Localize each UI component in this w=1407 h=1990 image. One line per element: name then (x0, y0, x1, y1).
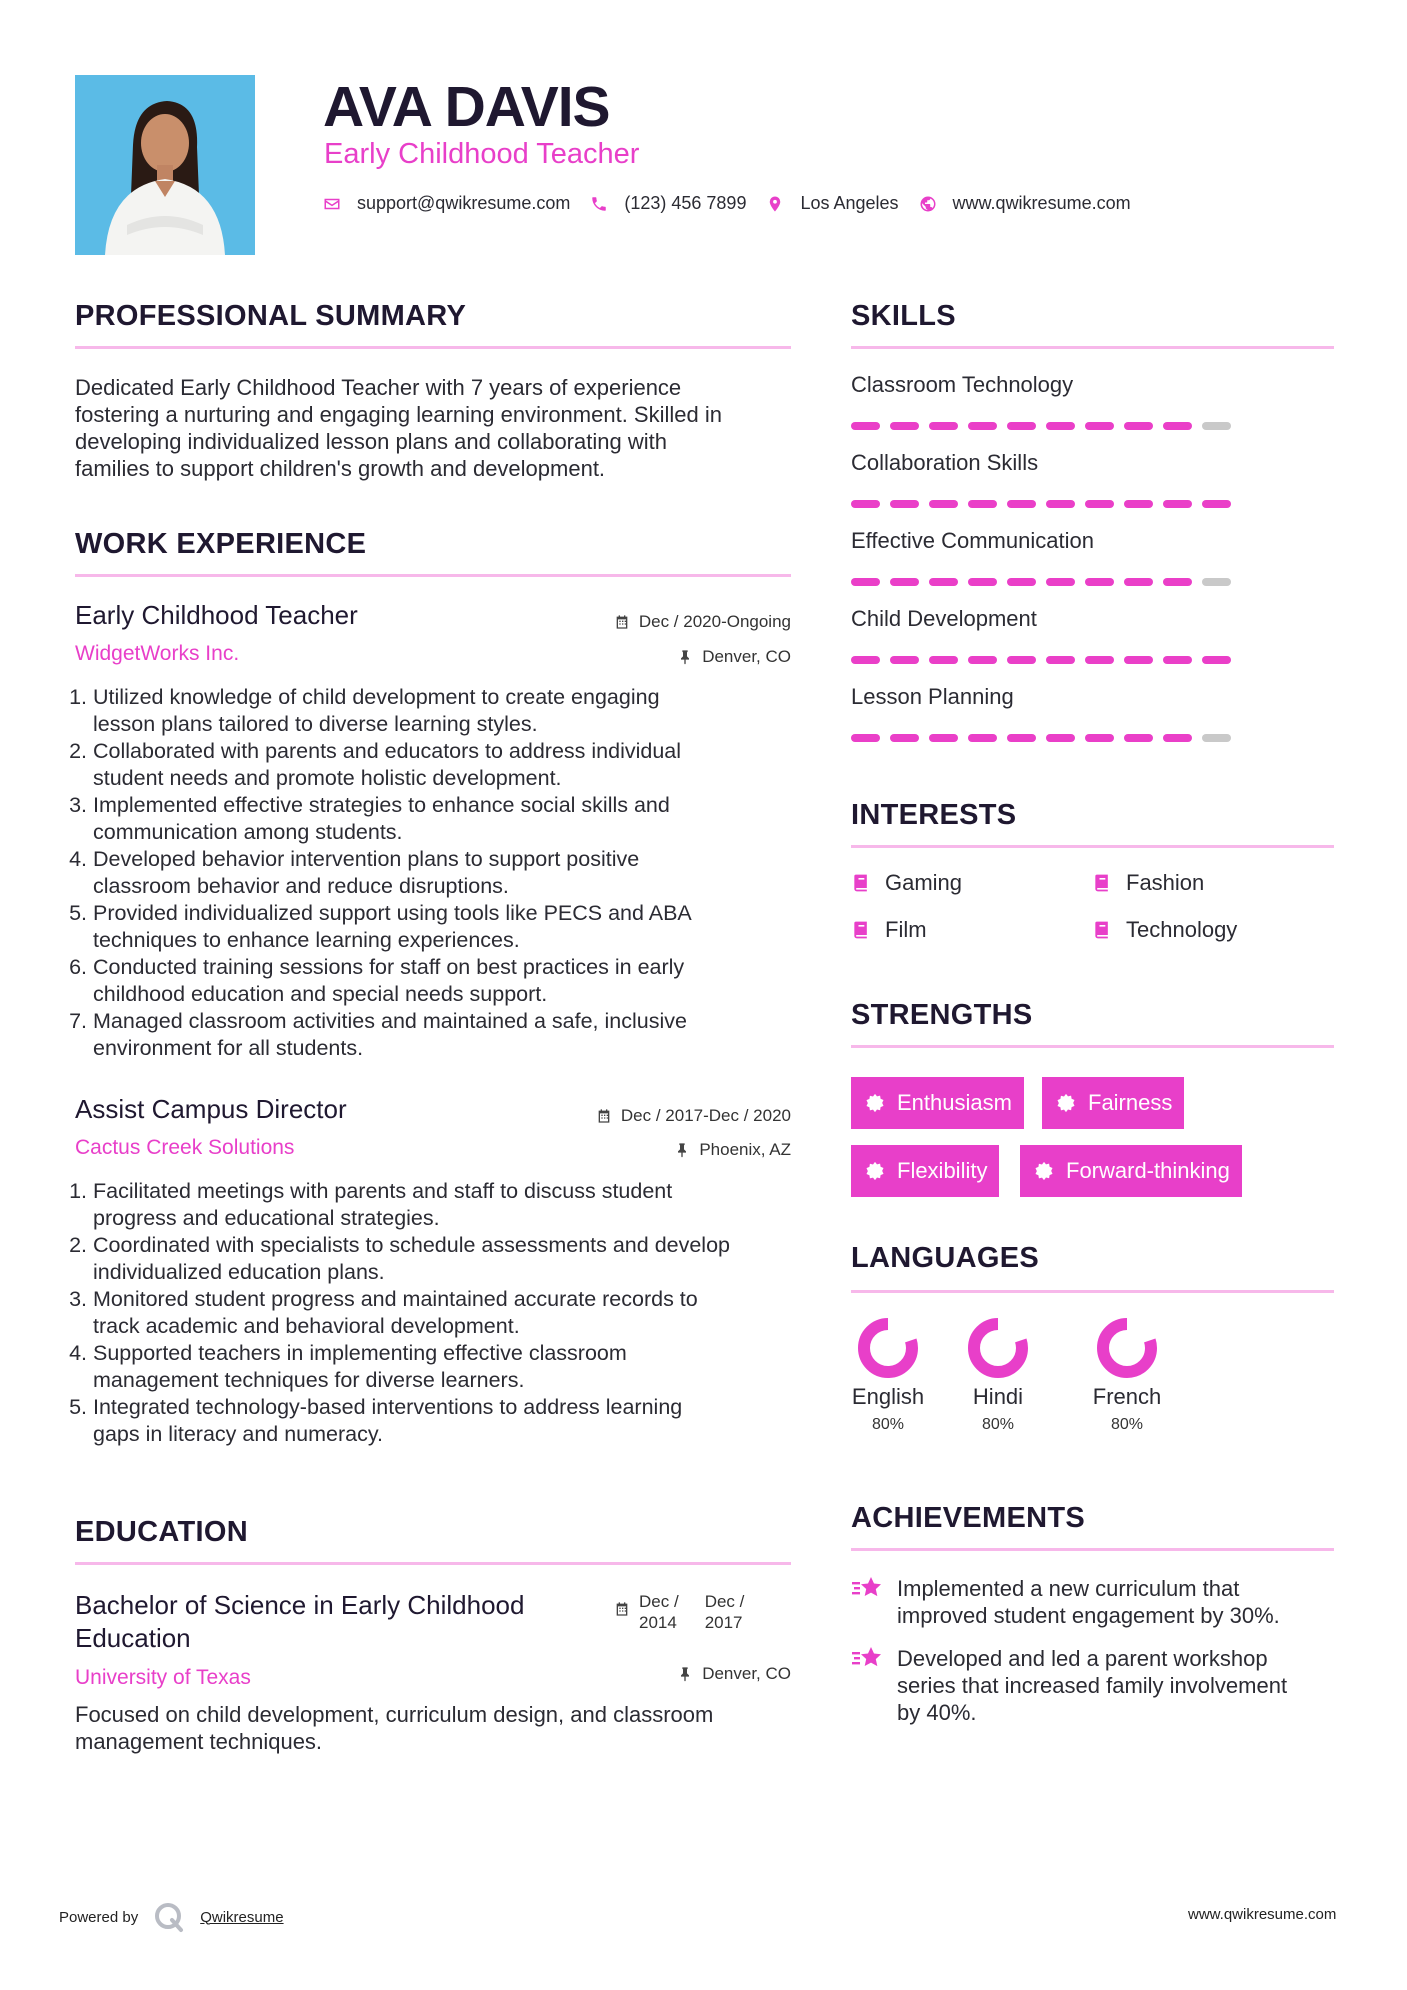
achievement-line: series that increased family involvement (897, 1673, 1288, 1698)
summary-line: developing individualized lesson plans and collaborating with (75, 429, 667, 454)
job-location (674, 1140, 791, 1160)
summary-heading: PROFESSIONAL SUMMARY (75, 300, 467, 332)
job-location-text: Phoenix, AZ (699, 1140, 791, 1159)
bullet-line: Coordinated with specialists to schedule assessments and develop (93, 1233, 731, 1257)
job-bullets (75, 684, 815, 1062)
star-icon (851, 1645, 885, 1671)
list-item (93, 1394, 815, 1448)
skill-dash-filled (1124, 422, 1153, 430)
job-dates-text: Dec / 2020-Ongoing (638, 612, 791, 631)
skill-dash-filled (1007, 578, 1036, 586)
job-dates-text: Dec / 2017-Dec / 2020 (620, 1106, 791, 1125)
star-icon (851, 1575, 885, 1601)
skill-dash-filled (1007, 734, 1036, 742)
skill-dash-filled (1007, 500, 1036, 508)
skill-meter (851, 734, 1241, 742)
strength-tag (1020, 1145, 1242, 1197)
book-icon (1092, 920, 1112, 940)
skill-dash-filled (1085, 578, 1114, 586)
contact-website[interactable] (919, 193, 1131, 214)
skill-dash-empty (1202, 422, 1231, 430)
bullet-line: Collaborated with parents and educators to address individual (93, 739, 682, 763)
degree-line: Education (75, 1623, 191, 1653)
book-icon (851, 920, 871, 940)
language-name: English (851, 1384, 925, 1409)
skill-dash-filled (929, 500, 958, 508)
language-ring-icon (966, 1316, 1030, 1380)
bullet-line: communication among students. (93, 820, 403, 844)
language-ring-icon (856, 1316, 920, 1380)
skill-dash-filled (1085, 656, 1114, 664)
bullet-line: Integrated technology-based interventions to address learning (93, 1395, 683, 1419)
skill-dash-filled (929, 656, 958, 664)
summary-text (75, 374, 805, 482)
globe-icon (919, 195, 937, 213)
interest-label: Gaming (885, 870, 963, 895)
skill-dash-filled (1163, 500, 1192, 508)
list-item (93, 1178, 815, 1232)
achievement-line: Developed and led a parent workshop (897, 1646, 1268, 1671)
skill-dash-filled (968, 734, 997, 742)
job-title: Assist Campus Director (75, 1094, 347, 1124)
job-location (677, 647, 791, 667)
education-location-text: Denver, CO (702, 1664, 791, 1683)
job-dates (596, 1106, 791, 1126)
skill-dash-filled (968, 656, 997, 664)
skill-meter (851, 422, 1241, 430)
skill-dash-filled (851, 422, 880, 430)
badge-icon (865, 1161, 885, 1181)
candidate-name: AVA DAVIS (323, 75, 610, 139)
language-percent: 80% (1110, 1416, 1144, 1433)
bullet-line: progress and educational strategies. (93, 1206, 440, 1230)
language-ring-arc (974, 1324, 1022, 1372)
skill-dash-filled (1085, 422, 1114, 430)
interest-item (1092, 917, 1237, 943)
skill-dash-filled (1046, 578, 1075, 586)
pushpin-icon (677, 649, 693, 665)
qwikresume-link[interactable]: Qwikresume (200, 1908, 284, 1926)
interest-item (1092, 870, 1204, 896)
phone-icon (590, 195, 608, 213)
powered-by-label: Powered by (59, 1908, 139, 1926)
skill-dash-filled (890, 656, 919, 664)
skill-dash-filled (1007, 656, 1036, 664)
summary-line: families to support children's growth and development. (75, 456, 606, 481)
education-divider (75, 1562, 791, 1565)
skill-dash-filled (968, 500, 997, 508)
education-desc-line: management techniques. (75, 1729, 323, 1754)
education-end-month: Dec / (704, 1592, 745, 1611)
bullet-line: environment for all students. (93, 1036, 364, 1060)
map-pin-icon (766, 195, 784, 213)
contact-location (766, 193, 898, 214)
badge-icon (1034, 1161, 1054, 1181)
pushpin-icon (674, 1142, 690, 1158)
strength-tag (851, 1145, 999, 1197)
interest-label: Film (885, 917, 927, 942)
job-company: Cactus Creek Solutions (75, 1136, 295, 1159)
skill-dash-filled (929, 578, 958, 586)
education-heading: EDUCATION (75, 1516, 248, 1548)
strength-label: Fairness (1088, 1090, 1173, 1115)
list-item (93, 846, 815, 900)
qwikresume-logo-icon (152, 1900, 186, 1934)
strength-label: Enthusiasm (897, 1090, 1012, 1115)
skills-divider (851, 346, 1334, 349)
summary-line: fostering a nurturing and engaging learning environment. Skilled in (75, 402, 722, 427)
strength-tag (851, 1077, 1024, 1129)
skill-dash-filled (1046, 734, 1075, 742)
bullet-line: Provided individualized support using tools like PECS and ABA (93, 901, 692, 925)
summary-divider (75, 346, 791, 349)
bullet-line: Supported teachers in implementing effective classroom (93, 1341, 627, 1365)
skill-dash-empty (1202, 734, 1231, 742)
skill-dash-filled (968, 578, 997, 586)
education-location (677, 1664, 791, 1684)
location-text: Los Angeles (800, 193, 899, 213)
strength-tag (1042, 1077, 1184, 1129)
skill-dash-filled (1085, 734, 1114, 742)
language-name: Hindi (972, 1384, 1024, 1409)
skill-dash-filled (890, 734, 919, 742)
list-item (93, 684, 815, 738)
language-item (1077, 1316, 1177, 1434)
bullet-line: gaps in literacy and numeracy. (93, 1422, 383, 1446)
envelope-icon (323, 195, 341, 213)
skill-dash-filled (1163, 656, 1192, 664)
achievements-heading: ACHIEVEMENTS (851, 1502, 1086, 1534)
list-item (93, 954, 815, 1008)
contact-phone[interactable] (590, 193, 746, 214)
bullet-line: individualized education plans. (93, 1260, 385, 1284)
skill-dash-filled (1124, 578, 1153, 586)
skill-dash-filled (890, 500, 919, 508)
skill-meter (851, 656, 1241, 664)
skill-dash-empty (1202, 578, 1231, 586)
interest-label: Technology (1126, 917, 1238, 942)
website-text: www.qwikresume.com (952, 193, 1131, 213)
skill-name: Classroom Technology (851, 372, 1074, 397)
list-item (93, 738, 815, 792)
job-company: WidgetWorks Inc. (75, 642, 240, 665)
achievement-line: improved student engagement by 30%. (897, 1603, 1280, 1628)
experience-heading: WORK EXPERIENCE (75, 528, 367, 560)
skill-name: Effective Communication (851, 528, 1094, 553)
skill-dash-filled (1202, 500, 1231, 508)
contact-bar (323, 193, 1151, 214)
education-description (75, 1701, 815, 1755)
candidate-role: Early Childhood Teacher (324, 138, 640, 170)
education-end-year: 2017 (704, 1613, 743, 1632)
achievement-text (897, 1575, 1280, 1629)
list-item (93, 1286, 815, 1340)
education-desc-line: Focused on child development, curriculum design, and classroom (75, 1702, 714, 1727)
calendar-icon (596, 1108, 612, 1124)
skill-dash-filled (1046, 500, 1075, 508)
interest-label: Fashion (1126, 870, 1205, 895)
language-item (838, 1316, 938, 1434)
bullet-line: techniques to enhance learning experiences. (93, 928, 520, 952)
bullet-line: Conducted training sessions for staff on best practices in early (93, 955, 685, 979)
pushpin-icon (677, 1666, 693, 1682)
skill-dash-filled (929, 734, 958, 742)
bullet-line: Implemented effective strategies to enhance social skills and (93, 793, 670, 817)
language-item (948, 1316, 1048, 1434)
education-start-year: 2014 (639, 1613, 677, 1632)
skill-dash-filled (968, 422, 997, 430)
language-percent: 80% (981, 1416, 1015, 1433)
achievement-line: Implemented a new curriculum that (897, 1576, 1240, 1601)
skill-dash-filled (1163, 422, 1192, 430)
skills-heading: SKILLS (851, 300, 956, 332)
bullet-line: track academic and behavioral development. (93, 1314, 520, 1338)
achievements-divider (851, 1548, 1334, 1551)
skill-dash-filled (1124, 656, 1153, 664)
interest-item (851, 870, 962, 896)
skill-dash-filled (1163, 734, 1192, 742)
education-start (639, 1591, 679, 1633)
bullet-line: childhood education and special needs support. (93, 982, 548, 1006)
skill-name: Lesson Planning (851, 684, 1014, 709)
badge-icon (865, 1093, 885, 1113)
skill-dash-filled (1007, 422, 1036, 430)
skill-dash-filled (851, 578, 880, 586)
job-title: Early Childhood Teacher (75, 600, 358, 630)
skill-dash-filled (1124, 500, 1153, 508)
badge-icon (1056, 1093, 1076, 1113)
bullet-line: Monitored student progress and maintained accurate records to (93, 1287, 698, 1311)
skill-dash-filled (851, 656, 880, 664)
phone-text: (123) 456 7899 (624, 193, 747, 213)
interests-heading: INTERESTS (851, 799, 1017, 831)
languages-divider (851, 1290, 1334, 1293)
skill-dash-filled (1046, 656, 1075, 664)
skill-meter (851, 578, 1241, 586)
list-item (93, 900, 815, 954)
bullet-line: classroom behavior and reduce disruptions. (93, 874, 509, 898)
achievement-item (851, 1645, 1287, 1726)
skill-dash-filled (1202, 656, 1231, 664)
bullet-line: Utilized knowledge of child development to create engaging (93, 685, 660, 709)
skill-dash-filled (851, 500, 880, 508)
school-name: University of Texas (75, 1666, 251, 1689)
calendar-icon (614, 614, 630, 630)
skill-dash-filled (890, 578, 919, 586)
strengths-divider (851, 1045, 1334, 1048)
list-item (93, 792, 815, 846)
language-percent: 80% (871, 1416, 905, 1433)
bullet-line: Managed classroom activities and maintained a safe, inclusive (93, 1009, 687, 1033)
language-ring-arc (864, 1324, 912, 1372)
profile-photo-illustration (75, 75, 255, 255)
bullet-line: Facilitated meetings with parents and staff to discuss student (93, 1179, 673, 1203)
list-item (93, 1340, 815, 1394)
language-ring-icon (1095, 1316, 1159, 1380)
skill-dash-filled (1124, 734, 1153, 742)
bullet-line: management techniques for diverse learners. (93, 1368, 525, 1392)
email-text: support@qwikresume.com (357, 193, 571, 213)
language-name: French (1092, 1384, 1162, 1409)
bullet-line: Developed behavior intervention plans to support positive (93, 847, 640, 871)
strength-label: Flexibility (897, 1158, 988, 1183)
skill-dash-filled (1046, 422, 1075, 430)
degree-title (75, 1589, 524, 1655)
calendar-icon (614, 1601, 630, 1617)
education-end (705, 1591, 745, 1633)
job-location-text: Denver, CO (702, 647, 791, 666)
job-bullets (75, 1178, 815, 1448)
education-start-month: Dec / (639, 1592, 679, 1611)
bullet-line: lesson plans tailored to diverse learning styles. (93, 712, 538, 736)
education-dates (614, 1591, 744, 1633)
language-ring-arc (1103, 1324, 1151, 1372)
languages-heading: LANGUAGES (851, 1242, 1039, 1274)
achievement-text (897, 1645, 1287, 1726)
list-item (93, 1008, 815, 1062)
skill-dash-filled (1163, 578, 1192, 586)
job-dates (614, 612, 791, 632)
skill-dash-filled (890, 422, 919, 430)
skill-dash-filled (1085, 500, 1114, 508)
profile-photo (75, 75, 255, 255)
summary-line: Dedicated Early Childhood Teacher with 7 years of experience (75, 375, 682, 400)
footer-powered-by (59, 1900, 284, 1934)
footer-website[interactable]: www.qwikresume.com (1188, 1906, 1337, 1923)
interest-item (851, 917, 927, 943)
skill-name: Child Development (851, 606, 1037, 631)
degree-line: Bachelor of Science in Early Childhood (75, 1590, 525, 1620)
skill-dash-filled (929, 422, 958, 430)
contact-email[interactable] (323, 193, 570, 214)
strengths-heading: STRENGTHS (851, 999, 1033, 1031)
experience-divider (75, 574, 791, 577)
bullet-line: student needs and promote holistic development. (93, 766, 562, 790)
skill-name: Collaboration Skills (851, 450, 1039, 475)
achievement-line: by 40%. (897, 1700, 977, 1725)
skill-dash-filled (851, 734, 880, 742)
book-icon (1092, 873, 1112, 893)
achievement-item (851, 1575, 1280, 1629)
skill-meter (851, 500, 1241, 508)
strength-label: Forward-thinking (1066, 1158, 1230, 1183)
interests-divider (851, 845, 1334, 848)
book-icon (851, 873, 871, 893)
list-item (93, 1232, 815, 1286)
